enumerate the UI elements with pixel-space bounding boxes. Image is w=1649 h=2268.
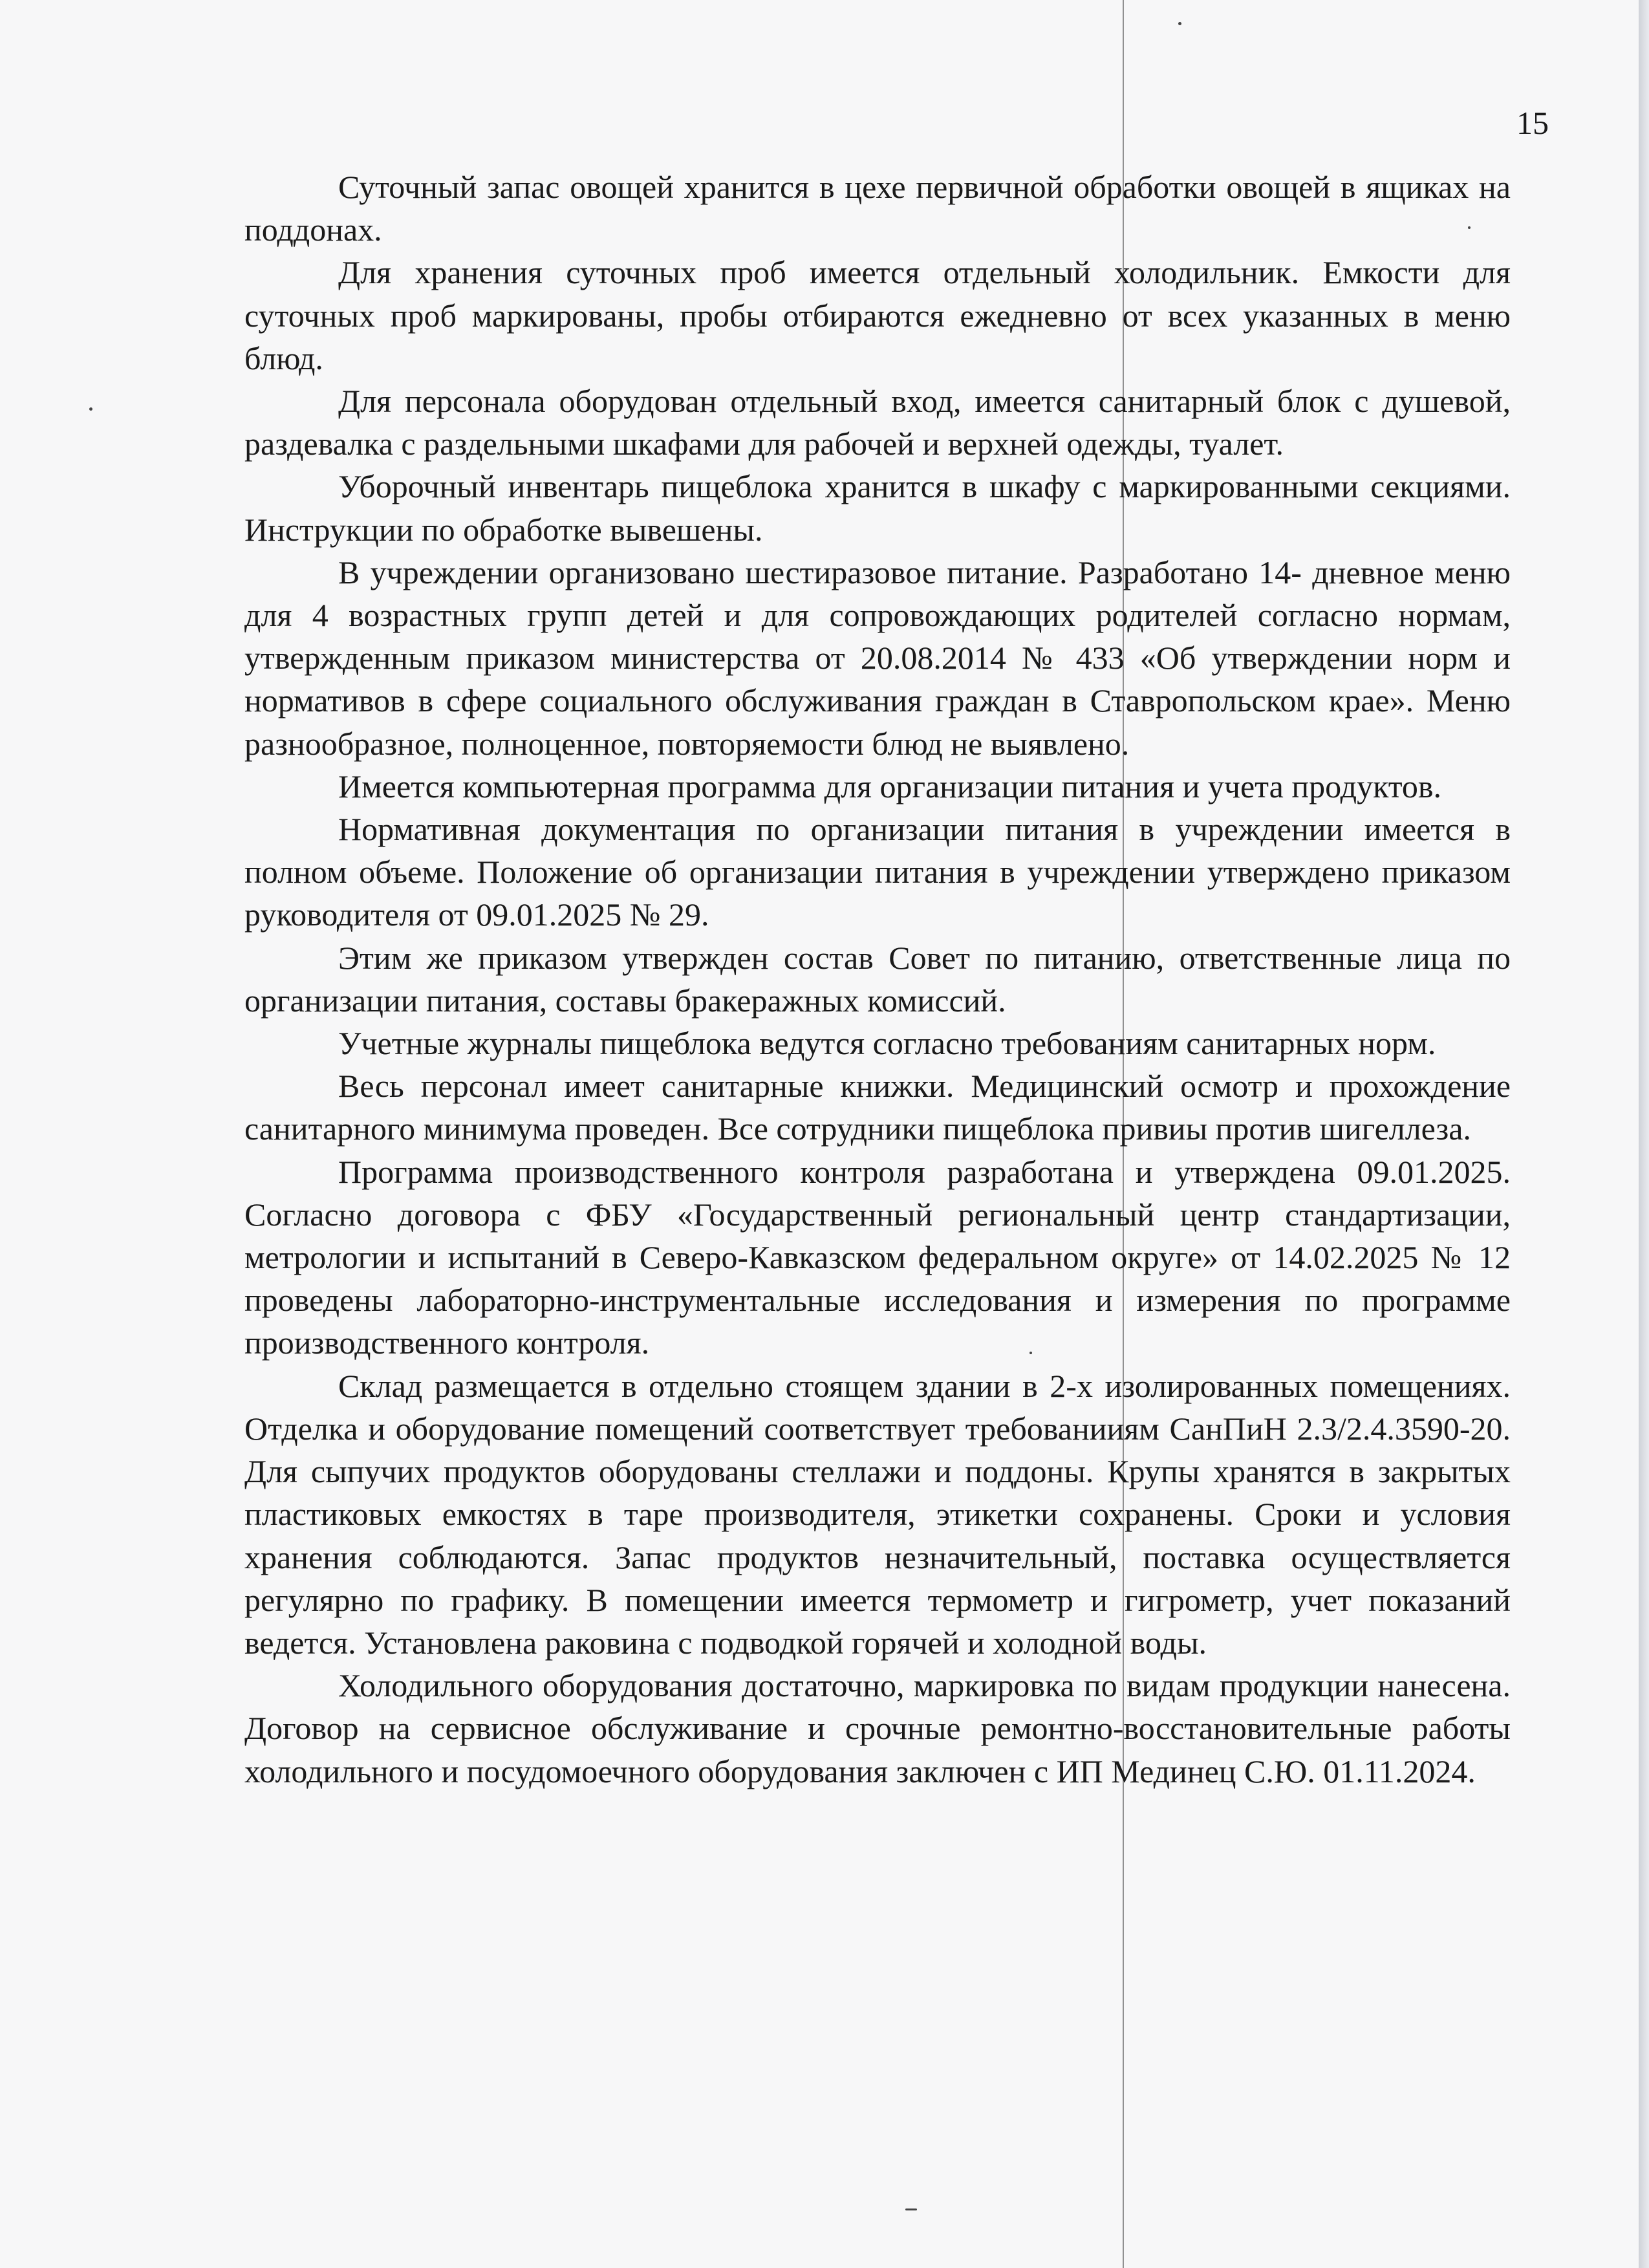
scan-speck — [905, 2209, 917, 2210]
page-number: 15 — [1516, 105, 1549, 141]
paragraph: Холодильного оборудования достаточно, маркировка по видам продукции нанесена. Договор на сервисное обслуживание и срочные ремонтно-восстановительные работы холодильного и посудомоечного оборудования заключен с ИП Мединец С.Ю. 01.11.2024. — [244, 1667, 1511, 1789]
paragraph: В учреждении организовано шестиразовое питание. Разработано 14- дневное меню для 4 возрастных групп детей и для сопровождающих родителей согласно нормам, утвержденным приказом министерства от 20.08.2014 № 433 «Об утверждении норм и нормативов в сфере социального обслуживания граждан в Ставропольском крае». Меню разнообразное, полноценное, повторяемости блюд не выявлено. — [244, 554, 1511, 762]
paragraph: Этим же приказом утвержден состав Совет по питанию, ответственные лица по организации питания, составы бракеражных комиссий. — [244, 939, 1511, 1019]
paragraph: Весь персонал имеет санитарные книжки. Медицинский осмотр и прохождение санитарного минимума проведен. Все сотрудники пищеблока привиы против шигеллеза. — [244, 1068, 1511, 1147]
paragraph: Склад размещается в отдельно стоящем здании в 2-х изолированных помещениях. Отделка и оборудование помещений соответствует требованииям СанПиН 2.3/2.4.3590-20. Для сыпучих продуктов оборудованы стеллажи и поддоны. Крупы хранятся в закрытых пластиковых емкостях в таре производителя, этикетки сохранены. Сроки и условия хранения соблюдаются. Запас продуктов незначительный, поставка осуществляется регулярно по графику. В помещении имеется термометр и гигрометр, учет показаний ведется. Установлена раковина с подводкой горячей и холодной воды. — [244, 1367, 1511, 1661]
paragraph: Уборочный инвентарь пищеблока хранится в шкафу с маркированными секциями. Инструкции по обработке вывешены. — [244, 468, 1511, 548]
scan-speck — [1178, 22, 1181, 25]
paragraph: Программа производственного контроля разработана и утверждена 09.01.2025. Согласно договора с ФБУ «Государственный региональный центр стандартизации, метрологии и испытаний в Северо-Кавказском федеральном округе» от 14.02.2025 № 12 проведены лабораторно-инструментальные исследования и измерения по программе производственного контроля. — [244, 1153, 1511, 1361]
scan-speck — [89, 407, 92, 411]
paragraph: Учетные журналы пищеблока ведутся согласно требованиям санитарных норм. — [338, 1025, 1436, 1062]
paragraph: Для персонала оборудован отдельный вход, имеется санитарный блок с душевой, раздевалка с раздельными шкафами для рабочей и верхней одежды, туалет. — [244, 383, 1511, 462]
paragraph: Нормативная документация по организации питания в учреждении имеется в полном объеме. Положение об организации питания в учреждении утверждено приказом руководителя от 09.01.2025 № 29. — [244, 811, 1511, 933]
paragraph: Имеется компьютерная программа для организации питания и учета продуктов. — [338, 768, 1442, 805]
page-edge-shadow — [1639, 0, 1649, 2268]
paragraph: Суточный запас овощей хранится в цехе первичной обработки овощей в ящиках на поддонах. — [244, 169, 1511, 248]
paragraph: Для хранения суточных проб имеется отдельный холодильник. Емкости для суточных проб маркированы, пробы отбираются ежедневно от всех указанных в меню блюд. — [244, 254, 1511, 376]
document-body — [244, 166, 1511, 1793]
